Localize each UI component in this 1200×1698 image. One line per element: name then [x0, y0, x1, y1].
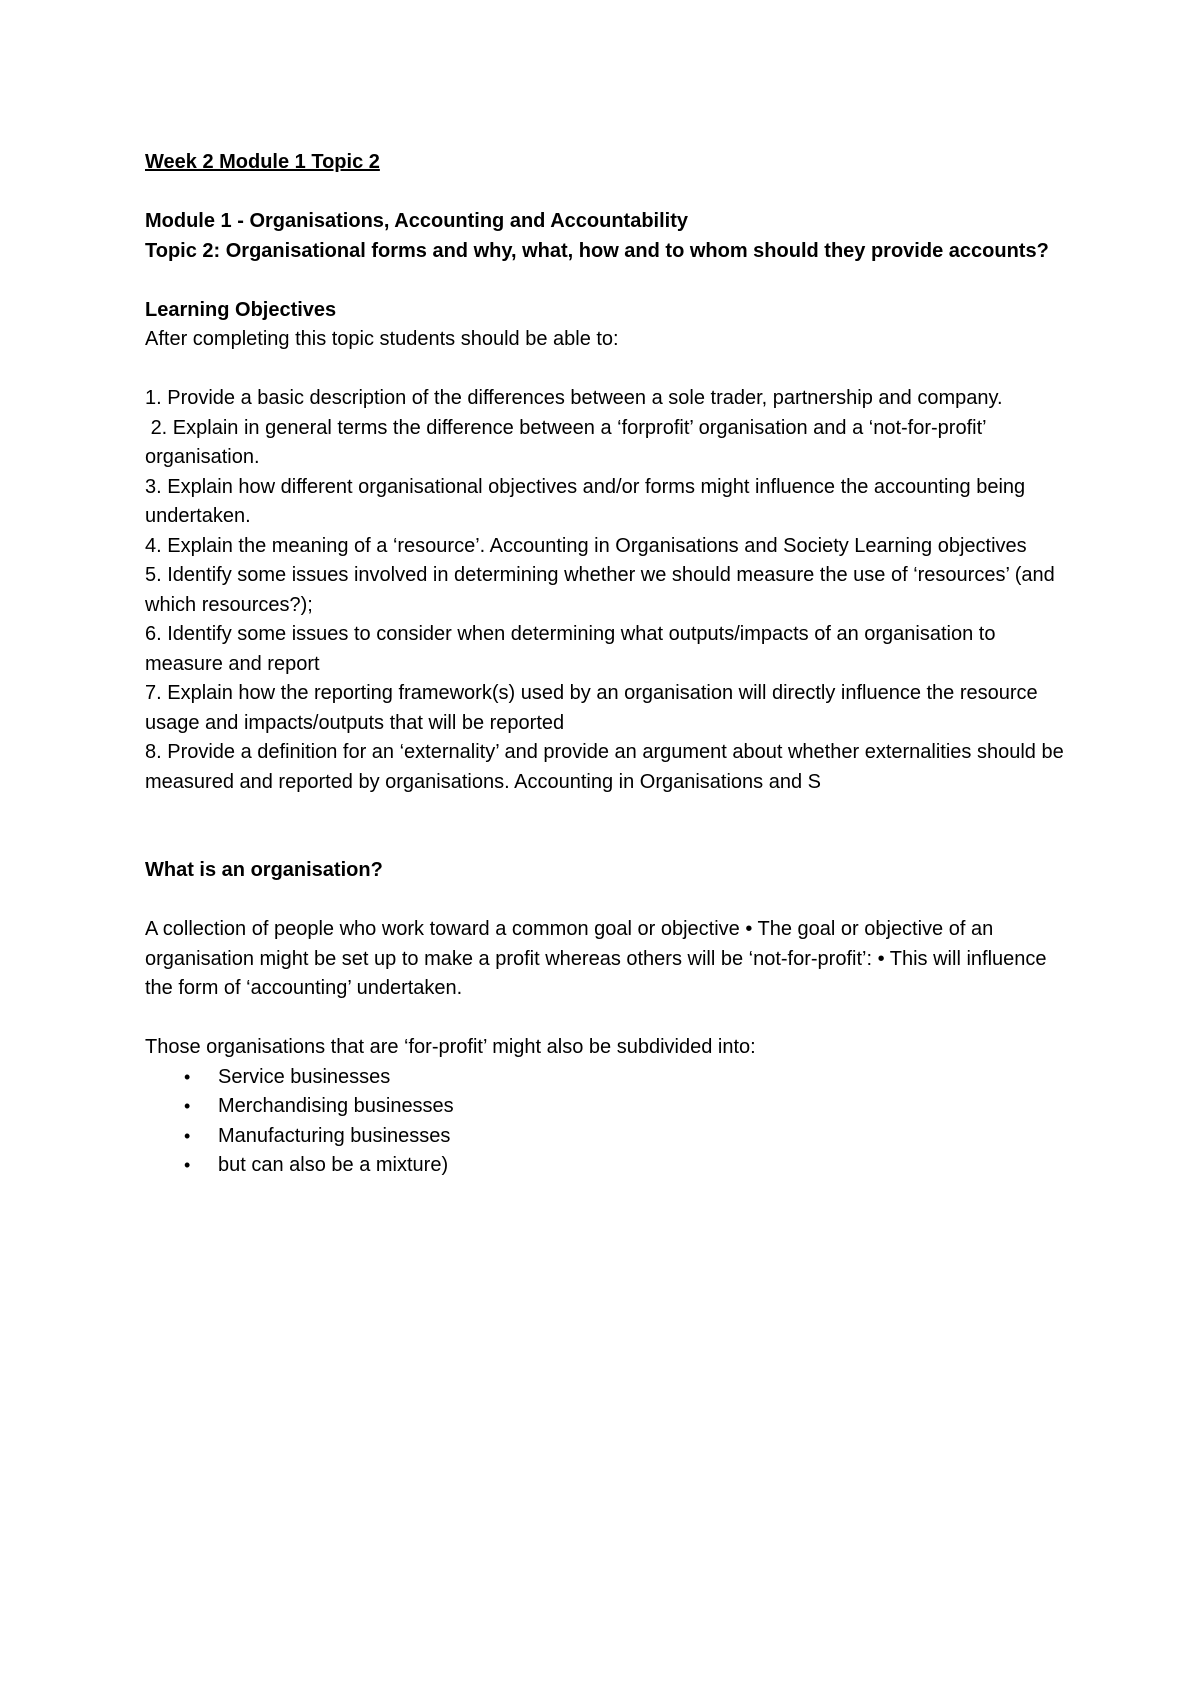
objective-item: 2. Explain in general terms the difference between a ‘forprofit’ organisation and a ‘not-for-profit’ organisation. — [145, 416, 992, 468]
list-item-text: but can also be a mixture) — [218, 1154, 449, 1176]
list-item-text: Manufacturing businesses — [218, 1124, 451, 1147]
bullet-icon: • — [184, 1066, 191, 1087]
learning-objectives-heading: Learning Objectives — [145, 298, 337, 321]
bullet-icon: • — [184, 1125, 191, 1146]
learning-objectives-intro: After completing this topic students should be able to: — [145, 328, 619, 350]
list-item-text: Merchandising businesses — [218, 1095, 454, 1117]
objective-item: 4. Explain the meaning of a ‘resource’. Accounting in Organisations and Society Learning objectives — [145, 534, 1027, 557]
learning-objectives-list — [145, 384, 1075, 797]
objective-item: 8. Provide a definition for an ‘externality’ and provide an argument about whether externalities should be measured and reported by organisations. Accounting in Organisations and S — [145, 741, 1064, 793]
organisation-definition: A collection of people who work toward a common goal or objective • The goal or objective of an organisation might be set up to make a profit whereas others will be ‘not-for-profit’: • This will influence the form of ‘accounting’ undertaken. — [145, 918, 1047, 999]
organisation-heading: What is an organisation? — [145, 859, 383, 881]
bullet-icon: • — [184, 1096, 191, 1116]
spacer — [145, 1004, 1075, 1034]
topic-heading: Topic 2: Organisational forms and why, what, how and to whom should they provide accounts? — [145, 239, 1049, 262]
spacer — [145, 886, 1075, 916]
objective-item: 5. Identify some issues involved in determining whether we should measure the use of ‘resources’ (and which resources?); — [145, 564, 1055, 616]
objective-item: 1. Provide a basic description of the differences between a sole trader, partnership and company. — [145, 387, 1003, 409]
list-item — [145, 1063, 1075, 1093]
objective-item: 3. Explain how different organisational objectives and/or forms might influence the accounting being undertaken. — [145, 475, 1026, 527]
spacer — [145, 178, 1075, 208]
list-item-text: Service businesses — [218, 1065, 391, 1088]
subdivision-intro: Those organisations that are ‘for-profit’ might also be subdivided into: — [145, 1036, 756, 1058]
bullet-icon: • — [184, 1155, 191, 1175]
document-content — [145, 148, 1075, 1181]
spacer — [145, 797, 1075, 856]
list-item — [145, 1122, 1075, 1152]
module-heading: Module 1 - Organisations, Accounting and Accountability — [145, 210, 688, 232]
objective-item: 7. Explain how the reporting framework(s) used by an organisation will directly influence the resource usage and impacts/outputs that will be reported — [145, 682, 1038, 734]
spacer — [145, 266, 1075, 296]
list-item — [145, 1151, 1075, 1181]
list-item — [145, 1092, 1075, 1122]
objective-item: 6. Identify some issues to consider when determining what outputs/impacts of an organisation to measure and report — [145, 623, 996, 675]
business-types-list — [145, 1063, 1075, 1181]
spacer — [145, 355, 1075, 385]
document-title: Week 2 Module 1 Topic 2 — [145, 151, 380, 173]
